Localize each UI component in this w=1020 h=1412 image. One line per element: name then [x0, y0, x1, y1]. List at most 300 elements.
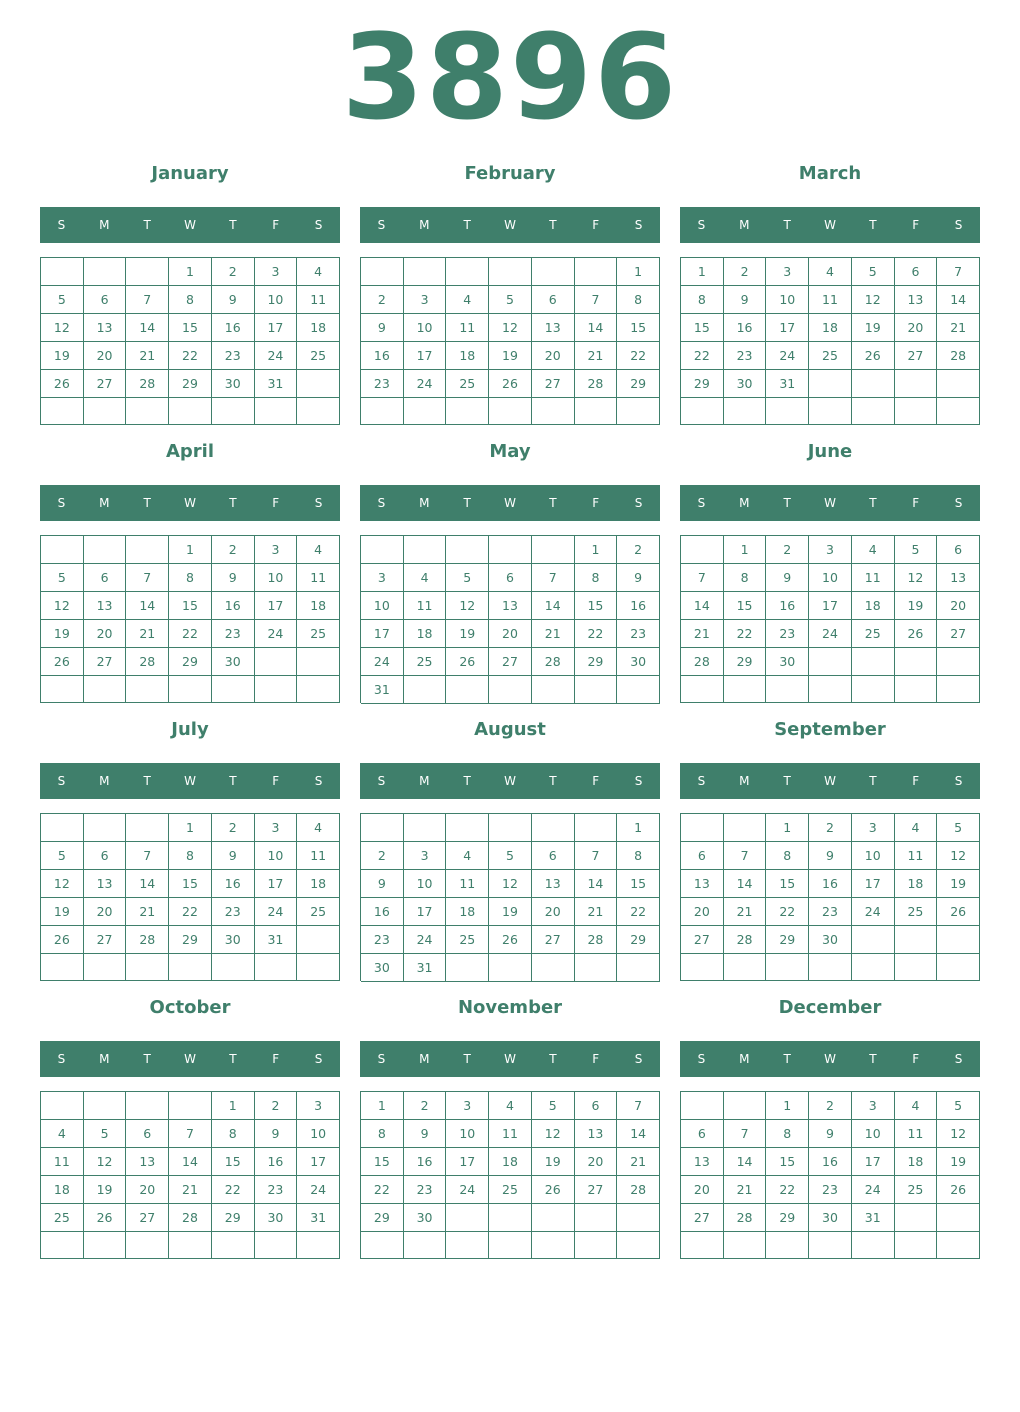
day-cell: 18	[809, 314, 852, 342]
month-august	[360, 706, 660, 984]
empty-cell	[852, 926, 895, 954]
day-cell: 11	[297, 286, 340, 314]
empty-cell	[41, 676, 84, 703]
empty-cell	[446, 398, 489, 425]
day-cell: 27	[575, 1176, 618, 1204]
day-cell: 5	[41, 286, 84, 314]
day-cell: 19	[489, 342, 532, 370]
day-cell: 11	[809, 286, 852, 314]
day-cell: 29	[617, 926, 660, 954]
empty-cell	[724, 676, 767, 703]
day-cell: 7	[532, 564, 575, 592]
weekday-header	[40, 207, 340, 243]
day-cell: 7	[126, 842, 169, 870]
day-cell: 21	[681, 620, 724, 648]
day-cell: 9	[617, 564, 660, 592]
day-cell: 21	[575, 898, 618, 926]
empty-cell	[361, 258, 404, 286]
empty-cell	[895, 370, 938, 398]
day-cell: 10	[766, 286, 809, 314]
day-cell: 9	[809, 1120, 852, 1148]
day-cell: 20	[532, 898, 575, 926]
day-cell: 19	[489, 898, 532, 926]
day-cell: 16	[404, 1148, 447, 1176]
day-cell: 15	[766, 1148, 809, 1176]
day-cell: 30	[809, 926, 852, 954]
weekday-label: S	[954, 218, 963, 232]
day-cell: 14	[681, 592, 724, 620]
day-cell: 1	[617, 258, 660, 286]
day-cell: 2	[361, 286, 404, 314]
weekday-label: M	[99, 1052, 110, 1066]
empty-cell	[126, 1092, 169, 1120]
day-cell: 27	[937, 620, 980, 648]
day-cell: 22	[681, 342, 724, 370]
empty-cell	[255, 676, 298, 703]
day-cell: 2	[404, 1092, 447, 1120]
weekday-label: S	[954, 1052, 963, 1066]
weekday-label: S	[697, 496, 706, 510]
day-cell: 23	[212, 620, 255, 648]
day-cell: 15	[169, 870, 212, 898]
day-cell: 8	[361, 1120, 404, 1148]
day-cell: 7	[681, 564, 724, 592]
empty-cell	[489, 954, 532, 982]
empty-cell	[724, 1092, 767, 1120]
weekday-label: T	[783, 774, 791, 788]
day-cell: 9	[404, 1120, 447, 1148]
day-cell: 11	[41, 1148, 84, 1176]
day-cell: 26	[489, 370, 532, 398]
weekday-label: W	[504, 1052, 516, 1066]
day-cell: 16	[212, 592, 255, 620]
day-cell: 16	[766, 592, 809, 620]
day-cell: 20	[84, 342, 127, 370]
day-cell: 11	[895, 842, 938, 870]
day-cell: 9	[361, 314, 404, 342]
day-cell: 26	[895, 620, 938, 648]
empty-cell	[617, 398, 660, 425]
day-cell: 25	[297, 620, 340, 648]
day-cell: 29	[575, 648, 618, 676]
month-name: March	[798, 163, 862, 184]
day-cell: 29	[724, 648, 767, 676]
day-cell: 12	[41, 314, 84, 342]
day-cell: 18	[446, 342, 489, 370]
day-cell: 13	[937, 564, 980, 592]
month-name: September	[774, 719, 886, 740]
weekday-label: S	[57, 218, 66, 232]
day-cell: 14	[126, 592, 169, 620]
empty-cell	[489, 1204, 532, 1232]
day-cell: 8	[169, 842, 212, 870]
day-cell: 10	[404, 314, 447, 342]
empty-cell	[169, 1232, 212, 1259]
day-cell: 4	[446, 842, 489, 870]
empty-cell	[212, 398, 255, 425]
day-cell: 7	[575, 842, 618, 870]
day-cell: 22	[212, 1176, 255, 1204]
day-cell: 3	[404, 842, 447, 870]
empty-cell	[169, 398, 212, 425]
day-cell: 23	[361, 370, 404, 398]
weekday-label: S	[377, 218, 386, 232]
day-cell: 8	[766, 1120, 809, 1148]
day-cell: 31	[255, 370, 298, 398]
empty-cell	[297, 676, 340, 703]
weekday-header	[360, 763, 660, 799]
day-cell: 24	[809, 620, 852, 648]
empty-cell	[809, 954, 852, 981]
day-cell: 22	[617, 342, 660, 370]
day-cell: 29	[169, 370, 212, 398]
day-cell: 2	[617, 536, 660, 564]
empty-cell	[255, 954, 298, 981]
month-march	[680, 150, 980, 428]
day-cell: 16	[212, 314, 255, 342]
day-cell: 22	[361, 1176, 404, 1204]
day-cell: 28	[126, 926, 169, 954]
empty-cell	[809, 1232, 852, 1259]
day-cell: 13	[681, 1148, 724, 1176]
day-cell: 27	[532, 926, 575, 954]
month-name: January	[151, 163, 229, 184]
day-cell: 24	[446, 1176, 489, 1204]
empty-cell	[895, 926, 938, 954]
day-cell: 9	[724, 286, 767, 314]
day-cell: 8	[169, 286, 212, 314]
weekday-label: F	[272, 218, 280, 232]
weekday-label: S	[634, 1052, 643, 1066]
weekday-label: F	[592, 1052, 600, 1066]
day-cell: 5	[446, 564, 489, 592]
day-grid	[40, 813, 340, 981]
day-cell: 14	[169, 1148, 212, 1176]
day-cell: 6	[84, 564, 127, 592]
day-cell: 16	[255, 1148, 298, 1176]
empty-cell	[809, 648, 852, 676]
weekday-header	[40, 485, 340, 521]
month-name: October	[149, 997, 231, 1018]
day-cell: 9	[809, 842, 852, 870]
empty-cell	[766, 954, 809, 981]
month-september	[680, 706, 980, 984]
empty-cell	[575, 258, 618, 286]
day-cell: 4	[297, 814, 340, 842]
weekday-label: F	[592, 496, 600, 510]
empty-cell	[532, 1204, 575, 1232]
month-october	[40, 984, 340, 1262]
weekday-header	[680, 1041, 980, 1077]
day-cell: 4	[895, 814, 938, 842]
day-cell: 15	[617, 870, 660, 898]
day-cell: 25	[895, 898, 938, 926]
day-cell: 27	[126, 1204, 169, 1232]
empty-cell	[937, 1204, 980, 1232]
day-cell: 2	[766, 536, 809, 564]
month-july	[40, 706, 340, 984]
day-cell: 28	[126, 648, 169, 676]
day-cell: 28	[575, 370, 618, 398]
day-cell: 16	[617, 592, 660, 620]
day-cell: 6	[126, 1120, 169, 1148]
day-cell: 13	[532, 870, 575, 898]
day-cell: 5	[937, 814, 980, 842]
month-name: November	[457, 997, 563, 1018]
day-cell: 7	[575, 286, 618, 314]
day-cell: 20	[937, 592, 980, 620]
day-cell: 26	[532, 1176, 575, 1204]
day-cell: 16	[361, 898, 404, 926]
day-cell: 10	[255, 286, 298, 314]
day-cell: 7	[169, 1120, 212, 1148]
weekday-label: T	[229, 1052, 237, 1066]
empty-cell	[852, 676, 895, 703]
empty-cell	[489, 1232, 532, 1259]
weekday-label: T	[783, 496, 791, 510]
empty-cell	[126, 954, 169, 981]
day-cell: 20	[84, 620, 127, 648]
empty-cell	[84, 954, 127, 981]
weekday-label: M	[99, 774, 110, 788]
empty-cell	[724, 1232, 767, 1259]
day-cell: 7	[937, 258, 980, 286]
day-cell: 29	[361, 1204, 404, 1232]
day-cell: 12	[937, 842, 980, 870]
empty-cell	[532, 1232, 575, 1259]
day-cell: 15	[169, 592, 212, 620]
day-cell: 12	[937, 1120, 980, 1148]
day-cell: 1	[681, 258, 724, 286]
day-cell: 23	[255, 1176, 298, 1204]
empty-cell	[84, 1232, 127, 1259]
empty-cell	[41, 258, 84, 286]
weekday-label: T	[549, 218, 557, 232]
empty-cell	[575, 398, 618, 425]
day-cell: 20	[126, 1176, 169, 1204]
day-cell: 7	[126, 564, 169, 592]
day-grid	[360, 535, 660, 703]
day-cell: 9	[255, 1120, 298, 1148]
day-cell: 28	[532, 648, 575, 676]
weekday-label: W	[824, 218, 836, 232]
day-cell: 13	[126, 1148, 169, 1176]
empty-cell	[895, 954, 938, 981]
empty-cell	[84, 814, 127, 842]
day-cell: 15	[617, 314, 660, 342]
weekday-label: T	[229, 218, 237, 232]
weekday-label: W	[184, 496, 196, 510]
day-cell: 19	[532, 1148, 575, 1176]
day-cell: 12	[895, 564, 938, 592]
day-cell: 9	[212, 286, 255, 314]
empty-cell	[766, 398, 809, 425]
day-cell: 26	[446, 648, 489, 676]
day-cell: 19	[937, 1148, 980, 1176]
day-cell: 6	[532, 286, 575, 314]
day-cell: 19	[937, 870, 980, 898]
day-cell: 24	[361, 648, 404, 676]
months-grid	[40, 150, 980, 1262]
day-cell: 10	[852, 842, 895, 870]
weekday-label: W	[504, 218, 516, 232]
day-cell: 7	[617, 1092, 660, 1120]
day-cell: 20	[895, 314, 938, 342]
weekday-label: M	[419, 774, 430, 788]
day-cell: 13	[895, 286, 938, 314]
day-cell: 31	[361, 676, 404, 704]
day-grid	[40, 257, 340, 425]
empty-cell	[937, 370, 980, 398]
weekday-label: T	[463, 774, 471, 788]
day-cell: 21	[169, 1176, 212, 1204]
day-cell: 27	[681, 926, 724, 954]
day-cell: 10	[255, 564, 298, 592]
day-cell: 2	[212, 536, 255, 564]
weekday-label: S	[377, 1052, 386, 1066]
empty-cell	[41, 398, 84, 425]
weekday-label: W	[504, 496, 516, 510]
day-cell: 1	[617, 814, 660, 842]
empty-cell	[532, 398, 575, 425]
day-cell: 7	[724, 842, 767, 870]
day-cell: 11	[446, 314, 489, 342]
day-cell: 25	[446, 370, 489, 398]
empty-cell	[404, 676, 447, 704]
day-cell: 19	[446, 620, 489, 648]
day-cell: 15	[361, 1148, 404, 1176]
empty-cell	[126, 814, 169, 842]
day-cell: 18	[852, 592, 895, 620]
empty-cell	[169, 1092, 212, 1120]
weekday-label: W	[184, 218, 196, 232]
day-cell: 27	[681, 1204, 724, 1232]
day-cell: 17	[852, 870, 895, 898]
empty-cell	[41, 1092, 84, 1120]
day-cell: 13	[681, 870, 724, 898]
day-cell: 2	[212, 814, 255, 842]
day-cell: 28	[724, 926, 767, 954]
weekday-label: S	[314, 496, 323, 510]
day-cell: 4	[895, 1092, 938, 1120]
day-cell: 12	[41, 592, 84, 620]
day-cell: 10	[404, 870, 447, 898]
day-cell: 4	[446, 286, 489, 314]
day-cell: 15	[575, 592, 618, 620]
day-cell: 24	[255, 620, 298, 648]
empty-cell	[361, 536, 404, 564]
day-cell: 31	[852, 1204, 895, 1232]
day-cell: 16	[212, 870, 255, 898]
day-cell: 23	[724, 342, 767, 370]
weekday-label: M	[419, 496, 430, 510]
day-cell: 31	[404, 954, 447, 982]
day-cell: 20	[681, 898, 724, 926]
day-cell: 31	[766, 370, 809, 398]
empty-cell	[169, 954, 212, 981]
empty-cell	[532, 676, 575, 704]
day-cell: 8	[617, 842, 660, 870]
weekday-label: T	[869, 774, 877, 788]
day-cell: 15	[724, 592, 767, 620]
empty-cell	[617, 676, 660, 704]
day-cell: 27	[84, 648, 127, 676]
day-cell: 24	[297, 1176, 340, 1204]
empty-cell	[681, 1092, 724, 1120]
day-cell: 19	[895, 592, 938, 620]
weekday-label: W	[824, 496, 836, 510]
weekday-label: W	[504, 774, 516, 788]
empty-cell	[489, 398, 532, 425]
day-cell: 3	[446, 1092, 489, 1120]
day-cell: 1	[169, 536, 212, 564]
day-cell: 1	[212, 1092, 255, 1120]
empty-cell	[446, 954, 489, 982]
weekday-label: T	[549, 774, 557, 788]
weekday-label: M	[99, 218, 110, 232]
day-cell: 30	[766, 648, 809, 676]
weekday-label: S	[57, 1052, 66, 1066]
day-cell: 4	[489, 1092, 532, 1120]
day-grid	[40, 1091, 340, 1259]
day-cell: 14	[575, 314, 618, 342]
day-cell: 8	[617, 286, 660, 314]
day-cell: 26	[41, 648, 84, 676]
empty-cell	[809, 676, 852, 703]
day-cell: 14	[724, 870, 767, 898]
day-cell: 28	[126, 370, 169, 398]
empty-cell	[41, 536, 84, 564]
empty-cell	[212, 1232, 255, 1259]
day-cell: 13	[489, 592, 532, 620]
day-cell: 25	[297, 342, 340, 370]
weekday-label: F	[912, 496, 920, 510]
day-cell: 19	[41, 342, 84, 370]
empty-cell	[489, 676, 532, 704]
day-cell: 8	[724, 564, 767, 592]
day-cell: 1	[169, 814, 212, 842]
month-name: May	[489, 441, 531, 462]
day-cell: 21	[617, 1148, 660, 1176]
weekday-label: T	[869, 1052, 877, 1066]
empty-cell	[126, 536, 169, 564]
day-cell: 31	[297, 1204, 340, 1232]
day-cell: 2	[212, 258, 255, 286]
day-cell: 15	[681, 314, 724, 342]
day-cell: 29	[766, 1204, 809, 1232]
day-cell: 17	[852, 1148, 895, 1176]
weekday-label: M	[419, 218, 430, 232]
empty-cell	[126, 676, 169, 703]
empty-cell	[532, 258, 575, 286]
weekday-header	[40, 763, 340, 799]
day-cell: 18	[895, 870, 938, 898]
empty-cell	[681, 954, 724, 981]
day-cell: 17	[809, 592, 852, 620]
weekday-label: S	[57, 774, 66, 788]
day-cell: 6	[681, 1120, 724, 1148]
empty-cell	[809, 398, 852, 425]
day-cell: 7	[126, 286, 169, 314]
empty-cell	[297, 926, 340, 954]
day-cell: 24	[852, 1176, 895, 1204]
empty-cell	[852, 398, 895, 425]
day-cell: 19	[41, 898, 84, 926]
empty-cell	[361, 398, 404, 425]
day-cell: 6	[489, 564, 532, 592]
empty-cell	[297, 648, 340, 676]
day-cell: 23	[809, 898, 852, 926]
